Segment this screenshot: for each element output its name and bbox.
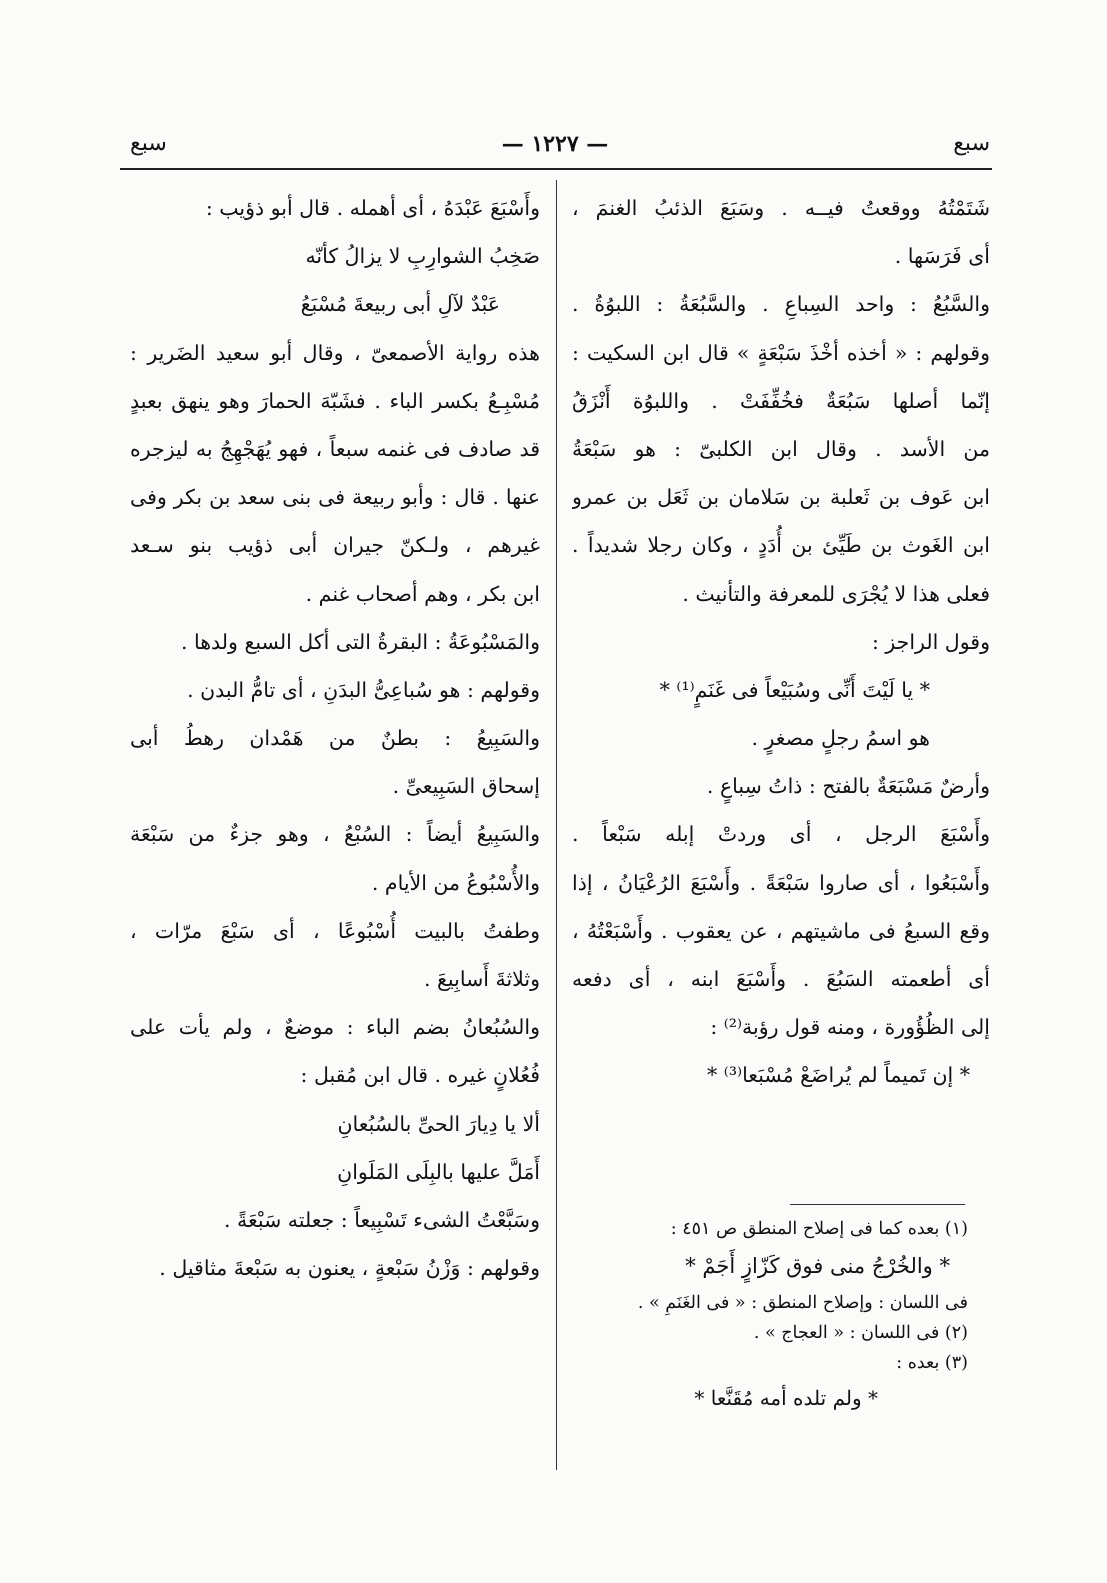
text-line: والمَسْبُوعَةُ : البقرةُ التى أكل السبع ولدها .	[180, 629, 540, 654]
text-line: وسَبَّعْتُ الشىء تَسْبِيعاً : جعلته سَبْعَةً .	[223, 1207, 540, 1232]
text-line: وقولهم : هو سُباعِىُّ البدَنِ ، أى تامُّ البدن .	[187, 677, 540, 702]
verse-line: * إن تَميماً لم يُراضَعْ مُسْبَعا⁽³⁾ *	[707, 1063, 970, 1088]
text-line: وثلاثةَ أَسابِيعَ .	[423, 967, 540, 991]
text-line: من الأسد . وقال ابن الكلبىّ : هو سَبْعَةُ	[572, 436, 990, 461]
text-line: وأَسْبَعَ الرجل ، أى وردتْ إبله سَبْعاً .	[572, 822, 990, 847]
text-line: والسَبِيعُ أيضاً : السُبْعُ ، وهو جزءٌ من سَبْعَة	[130, 822, 540, 847]
text-line: وأَسْبَعَ عَبْدَهُ ، أى أهمله . قال أبو ذؤيب :	[205, 196, 540, 220]
text-line: والأُسْبُوعُ من الأيام .	[371, 870, 540, 895]
footnote-1-note: فى اللسان : وإصلاح المنطق : « فى الغَنَمِ » .	[637, 1293, 968, 1313]
text-line: إلى الظُؤُورة ، ومنه قول رؤبة⁽²⁾ :	[710, 1015, 990, 1040]
text-line: والسَّبُعُ : واحد السِباعِ . والسَّبُعَةُ : اللبوُةُ .	[572, 292, 990, 317]
page-header	[120, 125, 990, 165]
text-line: مُسْبِـعُ بكسر الباء . فشَبّهَ الحمارَ وهو ينهق بعبدٍ	[130, 388, 540, 413]
text-line: وأَسْبَعُوا ، أى صاروا سَبْعَةً . وأَسْبَعَ الرُعْيَانُ ، إذا	[572, 870, 990, 895]
text-line: إسحاق السَبِيعىِّ .	[392, 774, 540, 799]
verse-line: عَبْدٌ لآلِ أبى ربيعةَ مُسْبَعُ	[300, 292, 500, 317]
text-line: أى أطعمته السَبُعَ . وأَسْبَعَ ابنه ، أى دفعه	[572, 967, 990, 991]
text-line: هو اسمُ رجلٍ مصغرٍ .	[751, 726, 930, 751]
footnote-rule	[790, 1204, 965, 1205]
page-number: — ١٢٢٧ —	[501, 131, 609, 157]
text-line: قد صادف فى غنمه سبعاً ، فهو يُهَجْهِجُ به ليزجره	[130, 436, 540, 461]
verse-line: ألا يا دِيارَ الحىِّ بالسُبُعانِ	[337, 1111, 540, 1136]
text-line: فُعُلانٍ غيره . قال ابن مُقبل :	[300, 1063, 540, 1088]
text-line: ابن بكر ، وهم أصحاب غنم .	[305, 581, 540, 606]
text-line: والسُبُعانُ بضم الباء : موضعٌ ، ولم يأت على	[130, 1015, 540, 1040]
text-line: وقول الراجز :	[871, 629, 990, 654]
text-line: وطفتُ بالبيت أُسْبُوعًا ، أى سَبْعَ مرّات ،	[130, 918, 540, 943]
text-line: وقولهم : « أخذه أخْذَ سَبْعَةٍ » قال ابن السكيت :	[572, 340, 990, 365]
footnote-3-intro: (٣) بعده :	[896, 1353, 968, 1373]
right-column	[572, 184, 990, 1100]
text-line: شَتَمْتُهُ ووقعتُ فيــه . وسَبَعَ الذئبُ الغنمَ ،	[572, 196, 990, 220]
left-column	[130, 184, 540, 1292]
footnote-2: (٢) فى اللسان : « العجاج » .	[753, 1323, 968, 1343]
footnote-1-intro: (١) بعده كما فى إصلاح المنطق ص ٤٥١ :	[670, 1219, 968, 1239]
text-line: عنها . قال : وأبو ربيعة فى بنى سعد بن بكر وفى	[130, 485, 540, 510]
header-rule	[120, 168, 992, 170]
column-divider	[556, 180, 557, 1470]
text-line: ابن عَوف بن ثَعلبة بن سَلامان بن ثَعَل بن عمرو	[572, 485, 990, 510]
text-line: غيرهم ، ولـكنّ جيران أبى ذؤيب بنو سـعد	[130, 533, 540, 558]
header-root-word-right: سبع	[953, 131, 990, 156]
text-line: إنّما أصلها سَبُعَةٌ فخُفِّفَتْ . واللبوُة أَنْزَقُ	[572, 388, 990, 413]
text-line: ابن الغَوث بن طَيِّئ بن أُدَدٍ ، وكان رجلا شديداً .	[572, 533, 990, 558]
verse-line: أَمَلَّ عليها بالبِلَى المَلَوانِ	[337, 1159, 540, 1184]
text-line: وقع السبعُ فى ماشيتهم ، عن يعقوب . وأَسْبَعْتُهُ ،	[572, 918, 990, 943]
header-root-word-left: سبع	[130, 131, 167, 156]
text-line: أى فَرَسَها .	[894, 244, 990, 269]
footnote-3-verse: * ولم تلده أمه مُقَنَّعا *	[694, 1386, 878, 1410]
footnote-1-verse: * والخُرْجُ منى فوق كَزّازٍ أَجَمْ *	[685, 1254, 950, 1278]
text-line: والسَبِيعُ : بطنٌ من هَمْدان رهطُ أبى	[130, 726, 540, 751]
text-line: وأرضٌ مَسْبَعَةٌ بالفتح : ذاتُ سِباعٍ .	[706, 774, 990, 799]
text-line: هذه رواية الأصمعىّ ، وقال أبو سعيد الضَرير :	[130, 340, 540, 365]
footnotes	[572, 1214, 968, 1418]
text-line: وقولهم : وَزْنُ سَبْعةٍ ، يعنون به سَبْعةَ مثاقيل .	[159, 1256, 540, 1281]
verse-line: * يا لَيْتَ أَنِّى وسُبَيْعاً فى غَنَمٍ⁽¹⁾ *	[659, 677, 930, 702]
verse-line: صَخِبُ الشوارِبِ لا يزالُ كأنّه	[305, 244, 540, 269]
text-line: فعلى هذا لا يُجْرَى للمعرفة والتأنيث .	[682, 581, 990, 606]
